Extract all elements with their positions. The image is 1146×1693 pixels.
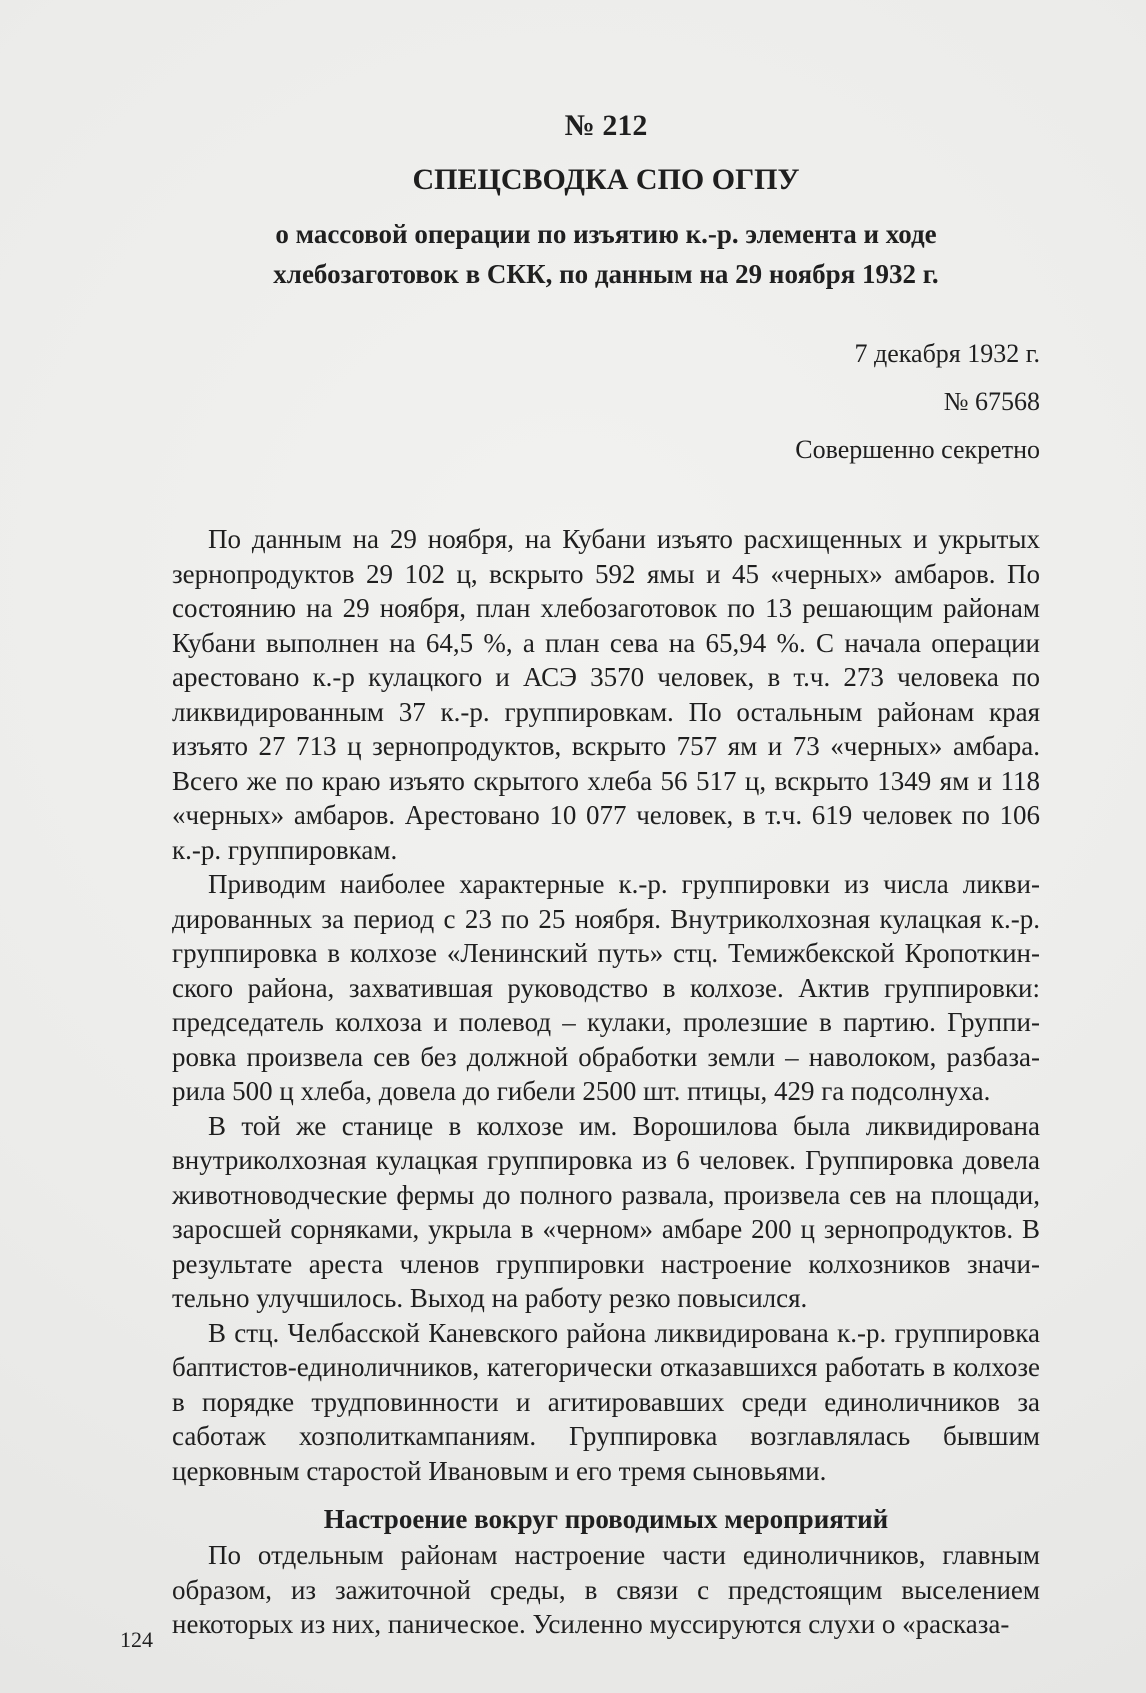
document-number: № 212 xyxy=(564,109,648,142)
paragraph: В стц. Челбасской Каневского района ликвидирована к.-р. группировка баптистов-единоличников, категорически отказавшихся работать в колхозе в порядке трудповинности и агитировавших среди единоличников за саботаж хозполиткампаниям. Группировка возглавлялась бывшим церковным старостой Ивановым и его тремя сыновьями. xyxy=(172,1317,1040,1486)
subtitle-line-1: о массовой операции по изъятию к.-р. элемента и ходе xyxy=(275,219,937,249)
paragraph: В той же станице в колхозе им. Ворошилова была ликвидирована внутриколхозная кулацкая группировка из 6 человек. Группировка довела животноводческие фермы до полного развала, произвела сев на площади, заросшей сорняками, укрыла в «черном» амбаре 200 ц зернопродуктов. В результате ареста членов группировки настроение колхозников значительно улучшилось. Выход на работу резко повысился. xyxy=(172,1110,1040,1313)
document-content xyxy=(172,108,1040,1642)
classification-label: Совершенно секретно xyxy=(795,435,1040,464)
document-subtitle xyxy=(172,214,1040,294)
page-number: 124 xyxy=(120,1627,153,1652)
document-meta xyxy=(172,330,1040,474)
section-heading: Настроение вокруг проводимых мероприятий xyxy=(323,1504,889,1534)
document-date: 7 декабря 1932 г. xyxy=(854,339,1040,368)
paragraph: По данным на 29 ноября, на Кубани изъято расхищенных и укрытых зернопродуктов 29 102 ц, вскрыто 592 ямы и 45 «черных» амбаров. По состоянию на 29 ноября, план хлебозаготовок по 13 решающим районам Кубани выполнен на 64,5 %, а план сева на 65,94 %. С начала операции арестовано к.-р кулацкого и АСЭ 3570 человек, в т.ч. 273 человека по ликвидированным 37 к.-р. группировкам. По остальным районам края изъято 27 713 ц зернопродуктов, вскрыто 757 ям и 73 «черных» амбара. Всего же по краю изъято скрытого хлеба 56 517 ц, вскрыто 1349 ям и 118 «черных» амбаров. Арестовано 10 077 человек, в т.ч. 619 человек по 106 к.-р. группировкам. xyxy=(172,524,1040,865)
subtitle-line-2: хлебозаготовок в СКК, по данным на 29 ноября 1932 г. xyxy=(273,259,939,289)
paragraph: По отдельным районам настроение части единоличников, главным образом, из зажиточной среды, в связи с предстоящим выселением некоторых из них, паническое. Усиленно муссируются слухи о «расказа- xyxy=(172,1540,1040,1639)
paragraph: Приводим наиболее характерные к.-р. группировки из числа ликвидированных за период с 23 по 25 ноября. Внутриколхозная кулацкая к.-р. группировка в колхозе «Ленинский путь» стц. Темижбекской Кропоткинского района, захватившая руководство в колхозе. Актив группировки: председатель колхоза и полевод – кулаки, пролезшие в партию. Группировка произвела сев без должной обработки земли – наволоком, разбазарила 500 ц хлеба, довела до гибели 2500 шт. птицы, 429 га подсолнуха. xyxy=(172,869,1040,1106)
document-title: СПЕЦСВОДКА СПО ОГПУ xyxy=(412,163,800,196)
document-reference-number: № 67568 xyxy=(943,387,1040,416)
